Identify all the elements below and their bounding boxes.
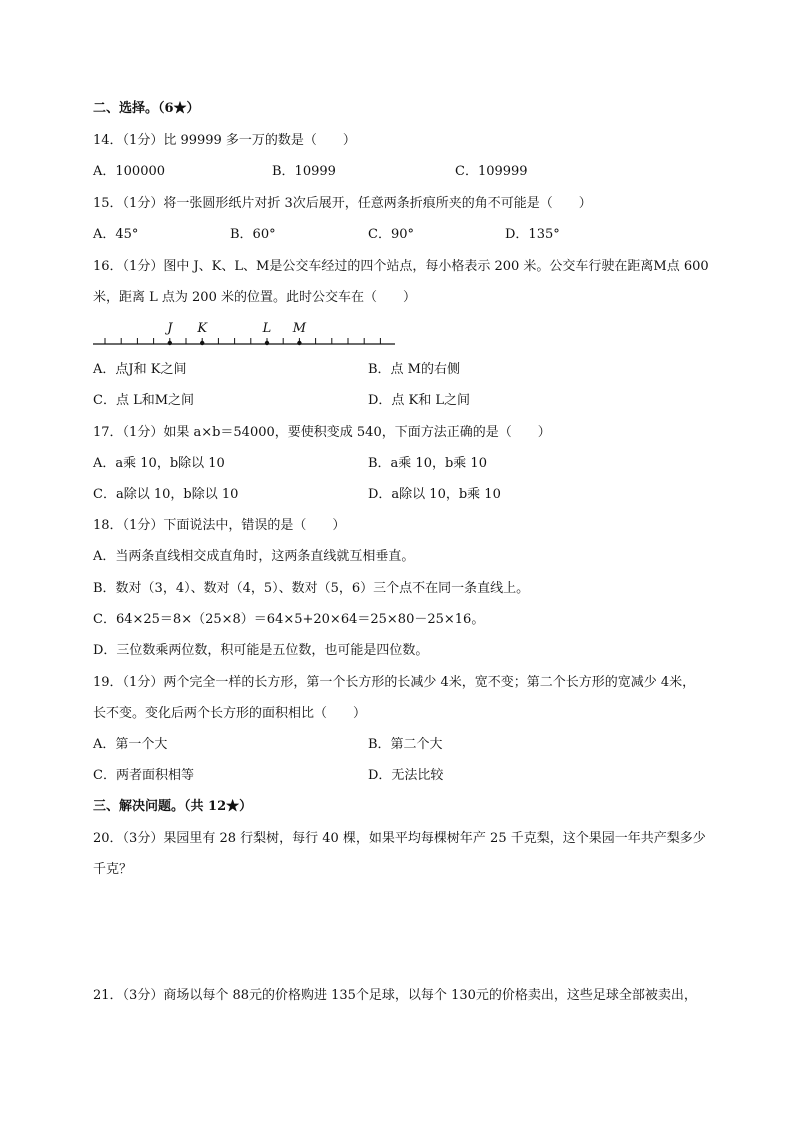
q19-option-a: A．第一个大 <box>93 737 168 752</box>
q18-option-a: A．当两条直线相交成直角时，这两条直线就互相垂直。 <box>93 549 415 564</box>
stop-dot-k <box>200 341 204 345</box>
section-2-title: 二、选择。（6★） <box>93 101 200 116</box>
q15-option-b: B．60° <box>230 227 276 242</box>
q17-option-c: C．a除以 10，b除以 10 <box>93 487 239 502</box>
stop-label-k: K <box>197 321 208 336</box>
section-3-title: 三、解决问题。（共 12★） <box>93 799 253 814</box>
question-20-stem-line2: 千克？ <box>93 862 133 877</box>
q19-option-b: B．第二个大 <box>368 737 443 752</box>
question-21-stem-line1: 21．（3分）商场以每个 88元的价格购进 135个足球，以每个 130元的价格卖出，这些足球全部被卖出， <box>93 988 697 1003</box>
q15-option-c: C．90° <box>368 227 414 242</box>
stop-label-m: M <box>292 321 307 336</box>
stop-dot-j <box>168 341 172 345</box>
q16-option-a: A．点J和 K之间 <box>93 362 187 377</box>
q16-option-d: D．点 K和 L之间 <box>368 393 471 408</box>
stop-label-l: L <box>262 321 272 336</box>
question-18-stem: 18．（1分）下面说法中，错误的是（ ） <box>93 518 346 533</box>
q17-option-d: D．a除以 10，b乘 10 <box>368 487 501 502</box>
q14-option-a: A．100000 <box>93 164 166 179</box>
q18-option-b: B．数对（3，4）、数对（4，5）、数对（5，6）三个点不在同一条直线上。 <box>93 581 530 596</box>
q19-option-c: C．两者面积相等 <box>93 768 194 783</box>
question-15-stem: 15．（1分）将一张圆形纸片对折 3次后展开，任意两条折痕所夹的角不可能是（ ） <box>93 196 592 211</box>
stop-label-j: J <box>167 321 173 336</box>
q19-option-d: D．无法比较 <box>368 768 444 783</box>
number-line-ticks <box>105 338 380 344</box>
stop-dot-m <box>297 341 301 345</box>
question-14-stem: 14．（1分）比 99999 多一万的数是（ ） <box>93 133 356 148</box>
question-19-stem-line2: 长不变。变化后两个长方形的面积相比（ ） <box>93 706 367 721</box>
q16-option-c: C．点 L和M之间 <box>93 393 195 408</box>
question-16-stem-line1: 16．（1分）图中 J、K、L、M是公交车经过的四个站点，每小格表示 200 米。公交车行驶在距离M点 600 <box>93 259 709 274</box>
q18-option-c: C．64×25＝8×（25×8）＝64×5+20×64＝25×80－25×16。 <box>93 612 485 627</box>
question-19-stem-line1: 19．（1分）两个完全一样的长方形，第一个长方形的长减少 4米，宽不变；第二个长方形的宽减少 4米， <box>93 675 696 690</box>
q14-option-c: C．109999 <box>455 164 528 179</box>
q15-option-d: D．135° <box>505 227 560 242</box>
q17-option-b: B．a乘 10，b乘 10 <box>368 456 487 471</box>
question-16-stem-line2: 米，距离 L 点为 200 米的位置。此时公交车在（ ） <box>93 290 416 305</box>
stop-dot-l <box>265 341 269 345</box>
bus-stop-number-line <box>93 316 398 352</box>
q15-option-a: A．45° <box>93 227 139 242</box>
question-20-stem-line1: 20．（3分）果园里有 28 行梨树，每行 40 棵，如果平均每棵树年产 25 千克梨，这个果园一年共产梨多少 <box>93 831 706 846</box>
q16-option-b: B．点 M的右侧 <box>368 362 460 377</box>
q14-option-b: B．10999 <box>272 164 336 179</box>
q17-option-a: A．a乘 10，b除以 10 <box>93 456 225 471</box>
q18-option-d: D．三位数乘两位数，积可能是五位数，也可能是四位数。 <box>93 643 429 658</box>
question-17-stem: 17．（1分）如果 a×b＝54000，要使积变成 540，下面方法正确的是（ ） <box>93 425 551 440</box>
